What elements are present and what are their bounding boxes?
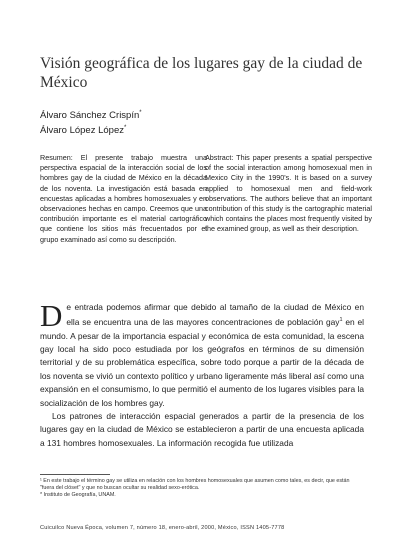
author-2 <box>40 122 142 137</box>
abstract-english: Abstract: This paper presents a spatial perspective of the social interaction among homosexual men in Mexico City in the 1990's. It is based on a survey applied to homosexual men and field-work observations. The authors believe that an important contribution of this study is the cartographic material which contains the places most frequently visited by the examined group, as well as their description. <box>205 153 372 234</box>
footnote-ref: 1 <box>339 317 343 324</box>
footnote-2: * Instituto de Geografía, UNAM. <box>40 492 116 498</box>
footnote-divider <box>40 474 110 475</box>
author-1 <box>40 107 142 122</box>
paragraph-text: e entrada podemos afirmar que debido al tamaño de la ciudad de México en ella se encuentra una de las mayores concentraciones de población gay <box>66 302 364 328</box>
article-title: Visión geográfica de los lugares gay de la ciudad de México <box>40 55 363 91</box>
body-paragraph-2: Los patrones de interacción espacial generados a partir de la presencia de los lugares gay en la ciudad de México se establecieron a partir de una encuesta aplicada a 131 hombres homosexuales. La información recogida fue utilizada <box>40 411 364 448</box>
paragraph-text-continued: en el mundo. A pesar de la importancia espacial y económica de esta comunidad, la escena gay local ha sido poco estudiada por los geógrafos en términos de su dimensión territorial y de su problemática específica, sobre todo porque a partir de la década de los noventa se vivió un contexto político y urbano ligeramente más liberal así como una expansión en el consumismo, lo que permitió el aumento de los lugares visibles para la socialización de los hombres gay. <box>40 317 365 408</box>
author-mark: * <box>123 125 127 132</box>
body-paragraph-1 <box>40 298 365 410</box>
author-mark: * <box>139 110 142 116</box>
journal-footer: Cuicuilco Nueva Época, volumen 7, número 18, enero-abril, 2000, México, ISSN 1405-7778 <box>40 525 285 531</box>
footnotes <box>40 478 364 499</box>
author-list <box>40 107 142 137</box>
author-name: Álvaro Sánchez Crispín <box>40 110 140 122</box>
footnote-1: ¹ En este trabajo el término gay se utiliza en relación con los hombres homosexuales que asumen como tales, es decir, que están "fuera del clóset" y que no buscan ocultar su realidad sexo-erótica. <box>40 478 350 491</box>
author-name: Álvaro López López <box>40 125 124 137</box>
article-body <box>40 298 365 450</box>
drop-cap: D <box>40 298 63 333</box>
abstract-spanish: Resumen: El presente trabajo muestra una perspectiva espacial de la interacción social de los hombres gay de la ciudad de México en la década de los noventa. La investigación está basada en encuestas aplicadas a hombres homosexuales y en observaciones hechas en campo. Creemos que una contribución importante es el material cartográfico que contiene los sitios más frecuentados por el grupo examinado así como su descripción. <box>40 153 207 244</box>
